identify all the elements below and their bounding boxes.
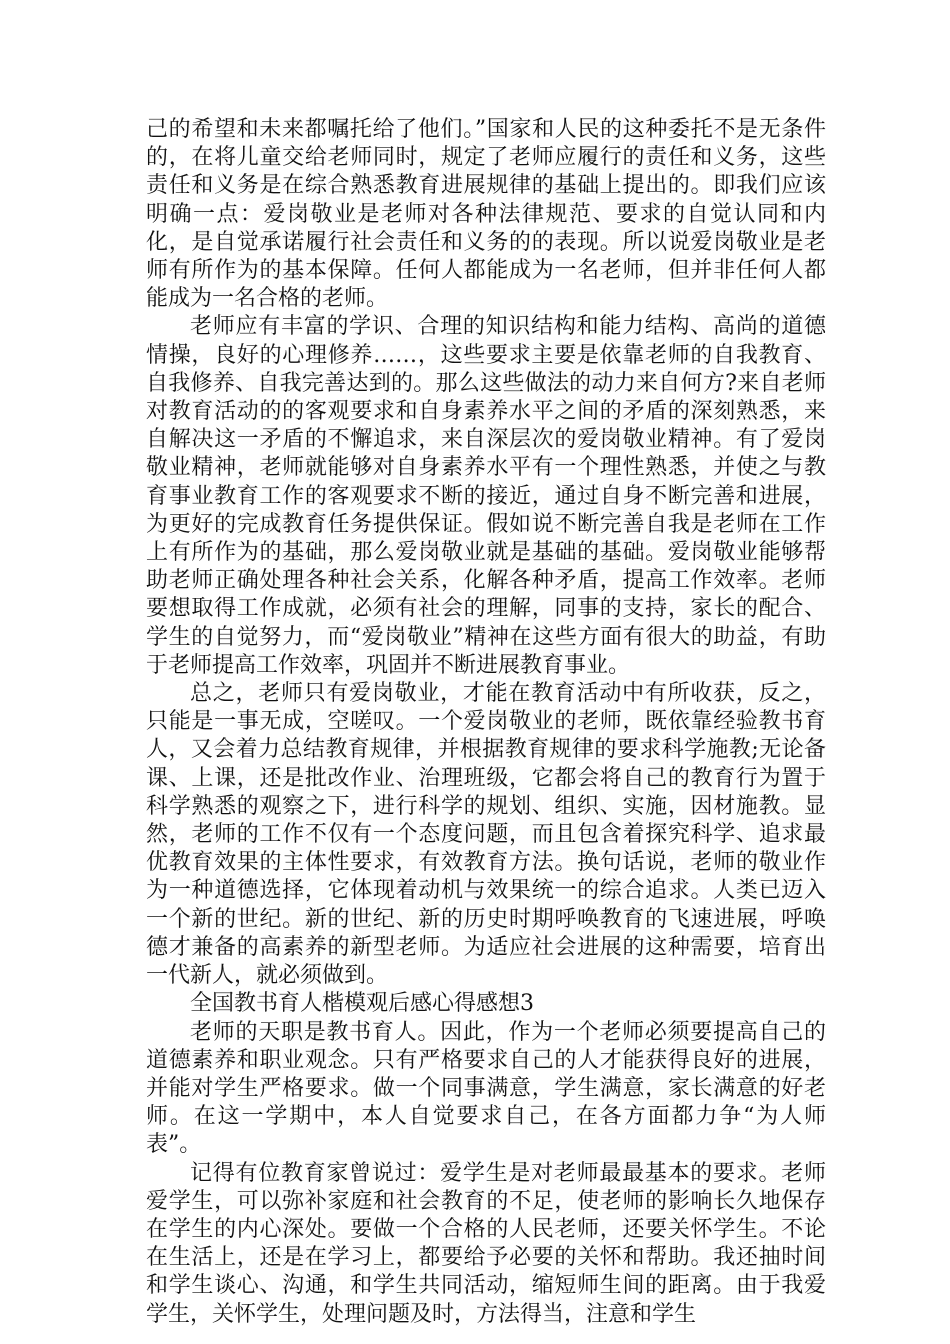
paragraph-conclusion: 总之，老师只有爱岗敬业，才能在教育活动中有所收获，反之，只能是一事无成，空嗟叹。一个爱岗敬业的老师，既依靠经验教书育人，又会着力总结教育规律，并根据教育规律的要求科学施教;无论备课、上课，还是批改作业、治理班级，它都会将自己的教育行为置于科学熟悉的观察之下，进行科学的规划、组织、实施，因材施教。显然，老师的工作不仅有一个态度问题，而且包含着探究科学、追求最优教育效果的主体性要求，有效教育方法。换句话说，老师的敬业作为一种道德选择，它体现着动机与效果统一的综合追求。人类已迈入一个新的世纪。新的世纪、新的历史时期呼唤教育的飞速进展，呼唤德才兼备的高素养的新型老师。为适应社会进展的这种需要，培育出一代新人，就必须做到。 <box>146 681 826 989</box>
section-heading: 全国教书育人楷模观后感心得感想3 <box>190 991 534 1017</box>
document-body <box>146 116 826 1329</box>
paragraph-teacher-qualities: 老师应有丰富的学识、合理的知识结构和能力结构、高尚的道德情操，良好的心理修养……，这些要求主要是依靠老师的自我教育、自我修养、自我完善达到的。那么这些做法的动力来自何方?来自老师对教育活动的的客观要求和自身素养水平之间的矛盾的深刻熟悉，来自解决这一矛盾的不懈追求，来自深层次的爱岗敬业精神。有了爱岗敬业精神，老师就能够对自身素养水平有一个理性熟悉，并使之与教育事业教育工作的客观要求不断的接近，通过自身不断完善和进展，为更好的完成教育任务提供保证。假如说不断完善自我是老师在工作上有所作为的基础，那么爱岗敬业就是基础的基础。爱岗敬业能够帮助老师正确处理各种社会关系，化解各种矛盾，提高工作效率。老师要想取得工作成就，必须有社会的理解，同事的支持，家长的配合、学生的自觉努力，而“爱岗敬业”精神在这些方面有很大的助益，有助于老师提高工作效率，巩固并不断进展教育事业。 <box>146 314 826 678</box>
paragraph-teacher-duty: 老师的天职是教书育人。因此，作为一个老师必须要提高自己的道德素养和职业观念。只有严格要求自己的人才能获得良好的进展，并能对学生严格要求。做一个同事满意，学生满意，家长满意的好老师。在这一学期中，本人自觉要求自己，在各方面都力争“为人师表”。 <box>146 1019 826 1158</box>
paragraph-love-students: 记得有位教育家曾说过：爱学生是对老师最最基本的要求。老师爱学生，可以弥补家庭和社会教育的不足，使老师的影响长久地保存在学生的内心深处。要做一个合格的人民老师，还要关怀学生。不论在生活上，还是在学习上，都要给予必要的关怀和帮助。我还抽时间和学生谈心、沟通，和学生共同活动，缩短师生间的距离。由于我爱学生，关怀学生，处理问题及时，方法得当，注意和学生 <box>146 1160 826 1327</box>
paragraph-continuation: 己的希望和未来都嘱托给了他们。”国家和人民的这种委托不是无条件的，在将儿童交给老师同时，规定了老师应履行的责任和义务，这些责任和义务是在综合熟悉教育进展规律的基础上提出的。即我们应该明确一点：爱岗敬业是老师对各种法律规范、要求的自觉认同和内化，是自觉承诺履行社会责任和义务的的表现。所以说爱岗敬业是老师有所作为的基本保障。任何人都能成为一名老师，但并非任何人都能成为一名合格的老师。 <box>146 117 826 312</box>
